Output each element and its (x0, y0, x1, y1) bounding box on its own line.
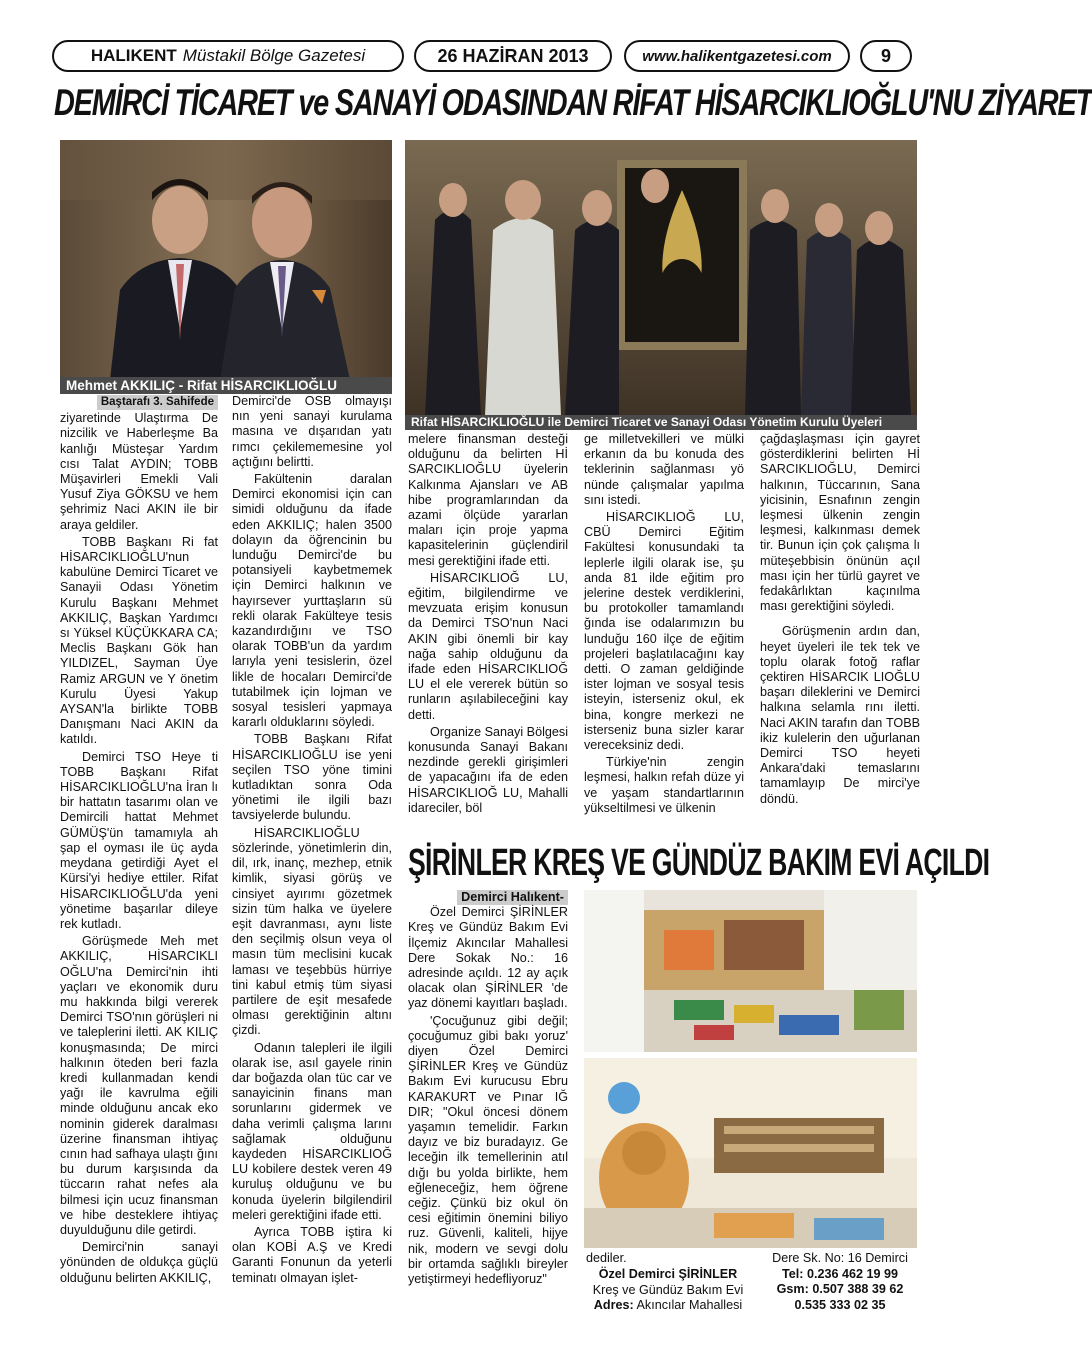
article1-column-3 (408, 432, 568, 818)
paragraph: HİSARCIKLIOĞ LU, eğitim, bilgilendirme ve mevzuata erişim konusun da Demirci TSO'nun Naci AKIN gibi önemli bir kay nağa sahip olduğunu da ifade eden HİSARCIKLIOĞ LU el ele vererek bütün so runların aşılabileceğini kay detti. (408, 570, 568, 722)
paper-name: HALIKENT (90, 46, 177, 65)
paragraph: Görüşmenin ardın dan, heyet üyeleri ile tek tek ve toplu olarak fotoğ raflar çektiren HİSARCIK LIOĞLU başarı dileklerini ve Demirci halkına selamla rını iletti. Naci AKIN tarafın dan TOBB ikiz kulelerin den uğurlanan Demirci TSO heyeti Ankara'daki temaslarını tamamlayıp De mirci'ye döndü. (760, 624, 920, 806)
photo1-caption: Mehmet AKKILIÇ - Rifat HİSARCIKLIOĞLU (60, 377, 392, 394)
paragraph: TOBB Başkanı Ri fat HİSARCIKLIOĞLU'nun kabulüne Demirci Ticaret ve Sanayii Odası Yönetim Kurulu Başkanı Mehmet AKKILIÇ, Başkan Yardımcı sı Yüksel KÜÇÜKKARA CA; Meclis Başkanı Gök han YILDIZEL, Sayman Üye Ramiz ARGUN ve Y önetim Kurulu Üyesi Yakup AYSAN'la birlikte TOBB Danışmanı Naci AKIN da katıldı. (60, 534, 218, 747)
byline: Demirci Halıkent- (457, 890, 568, 905)
article1-column-2 (232, 394, 392, 1288)
paragraph: Demirci TSO Heye ti TOBB Başkanı Rifat HİSARCIKLIOĞLU'na İran lı bir hattatın tasarımı olan ve Demircili hattat Mehmet GÜMÜŞ'ün tamamıyla ah şap el oyması ile üç ayda meydana getirdiği Ayet el Kürsi'yi hediye ettiler. Rifat HİSARCIKLIOĞLU'da yeni yönetime başarılar dileye rek kutladı. (60, 749, 218, 931)
paragraph: Organize Sanayi Bölgesi konusunda Sanayi Bakanı nezdinde gerekli girişimleri de yapacağını ifa de eden HİSARCIKLIOĞ LU, Mahalli idareciler, böl (408, 724, 568, 815)
nursery-name: Özel Demirci ŞİRİNLER (598, 1267, 738, 1281)
article1-column-4 (584, 432, 744, 818)
paragraph: melere finansman desteği olduğunu da belirten Hİ SARCIKLIOĞLU üyelerin Kalkınma Ajansları ve AB hibe programlarından da azami ölçüde yararlan maları için proje yapma kapasitelerinin güçlendiril mesi gerektiğini ifade etti. (408, 432, 568, 568)
photo-nursery-classroom (584, 1058, 917, 1248)
nursery-contact-left (578, 1267, 758, 1314)
address-value: Akıncılar Mahallesi (636, 1298, 743, 1312)
paragraph: Ayrıca TOBB iştira ki olan KOBİ A.Ş ve Kredi Garanti Fonunun da yeterli teminatı olmayan işlet- (232, 1224, 392, 1285)
website-url[interactable]: www.halikentgazetesi.com (624, 40, 850, 72)
paragraph: ziyaretinde Ulaştırma De nizcilik ve Haberleşme Ba kanlığı Müsteşar Yardım cısı Talat AYDIN; TOBB Müşavirleri Emekli Vali Yusuf Ziya GÖKSU ve hem şehrimiz Naci AKIN ile bir araya geldiler. (60, 411, 218, 532)
paragraph: HİSARCIKLIOĞLU sözlerinde, yönetimlerin din, dil, ırk, inanç, mezhep, etnik kimlik, siyasi görüş ve cinsiyet ayırımı gözetmek sizin tüm halka ve üyelere eşit davranması, aynı liste den seçilmiş olsun veya ol masın tüm meclisini kucak laması ve teşebbüs hürriye tini kabul etmiş tüm siyasi partilere de eşit mesafede olması gerektiğinin altını çizdi. (232, 825, 392, 1038)
photo2-caption: Rifat HİSARCIKLIOĞLU ile Demirci Ticaret ve Sanayi Odası Yönetim Kurulu Üyeleri (405, 415, 917, 430)
paragraph: Demirci'nin sanayi yönünden de oldukça güçlü olduğunu belirten AKKILIÇ, (60, 1240, 218, 1285)
phone-number: Tel: 0.236 462 19 99 (782, 1266, 898, 1281)
photo-akkilic-hisarciklioglu (60, 140, 392, 380)
paragraph: Demirci'de OSB olmayışı nın yeni sanayi kurulama masına ve dışarıdan yatı rımcı çekilememesine yol açtığını belirtti. (232, 394, 392, 469)
paragraph: Fakültenin daralan Demirci ekonomisi için can simidi olduğunu da ifade eden AKKILIÇ; halen 3500 dolayın da öğrencinin bu lunduğu Demirci'de bu potansiyeli kaybetmemek için Demirci halkının ve hayırsever yurttaşların sü rekli olarak Fakülteye tesis kazandırdığını ve TSO olarak TOBB'un da yardım larıyla yeni tesislerin, özel likle de hocaları Demirci'de tutabilmek için lojman ve sosyal tesisleri yapmaya kararlı olduklarını söyledi. (232, 472, 392, 730)
gsm-number: Gsm: 0.507 388 39 62 (776, 1282, 904, 1296)
paragraph: çağdaşlaşması için gayret gösterdiklerini belirten Hİ SARCIKLIOĞLU, Demirci halkının, Tüccarının, Sana yicisinin, Esnafının zengin leşmesi ülkenin zengin leşmesi, kalkınması demek tir. Bunun için çok çalışma lı müteşebbisin önünün açıl ması için her türlü gayret ve fedakârlıktan kaçınılma ması gerektiğini söyledi. (760, 432, 920, 614)
page-number: 9 (860, 40, 912, 72)
paragraph: Görüşmede Meh met AKKILIÇ, HİSARCIKLI OĞLU'na Demirci'nin ihti yaçları ve ekonomik duru mu hakkında bilgi vererek Demirci TSO'nın görüşleri ni ve taleplerini iletti. AK KILIÇ konuşmasında; De mirci halkının öteden beri fazla kredi kullanmadan kendi yağı ile kavrulma eğili minde olduğunu ancak eko nominin giderek daralması üzerine finansman ihtiyaç cının had safhaya ulaştı ğını bu durum karşısında da tüccarın rahat nefes ala bilmesi için ucuz finansman ve hibe desteklere ihtiyaç duyulduğunu dile getirdi. (60, 934, 218, 1237)
nursery-type: Kreş ve Gündüz Bakım Evi (592, 1282, 744, 1297)
paper-subtitle: Müstakil Bölge Gazetesi (182, 46, 366, 65)
paragraph: ge milletvekilleri ve mülki erkanın da bu konuda des teklerinin sağlanması yö nünde çalışmalar yapılma sını istedi. (584, 432, 744, 507)
article2-headline: ŞİRİNLER KREŞ VE GÜNDÜZ BAKIM EVİ AÇILDI (408, 842, 990, 884)
article2-column-1 (408, 890, 568, 1289)
main-headline: DEMİRCİ TİCARET ve SANAYİ ODASINDAN RİFAT HİSARCIKLIOĞLU'NU ZİYARET (54, 82, 1092, 123)
photo-tso-board-members (405, 140, 917, 416)
article2-after-photo (586, 1251, 736, 1268)
street-address: Dere Sk. No: 16 Demirci (772, 1251, 908, 1265)
issue-date: 26 HAZİRAN 2013 (414, 40, 612, 72)
paragraph: 'Çocuğunuz gibi değil; çocuğumuz gibi bakı yoruz' diyen Özel Demirci ŞİRİNLER Kreş ve Gündüz Bakım Evi kurucusu Ebru KARAKURT ve Pınar IĞ DIR; "Okul öncesi dönem yaşamın temelidir. Farkın dayız ve biz buradayız. Ge leceğin ilk temellerinin atıl dığı bu yolda birlikte, hem eğleneceğiz, hem öğrene ceğiz. Çünkü biz okul ön cesi eğitimin önemini biliyo ruz. Güvenli, kaliteli, hijye nik, modern ve sevgi dolu bir ortamda sağlıklı bireyler yetiştirmeyi hedefliyoruz" (408, 1013, 568, 1287)
continued-tag: Baştarafı 3. Sahifede (97, 395, 218, 410)
paper-masthead (52, 40, 404, 72)
paragraph: dediler. (586, 1251, 627, 1265)
paragraph: HİSARCIKLIOĞ LU, CBÜ Demirci Eğitim Fakültesi konusundaki ta leplerle ilgili olarak ise, şu anda 81 ilde eğitim pro jelerine destek verdiklerini, bu protokoller tamamlandı ğında ise odalarımızın bu lunduğu 160 ilçe de eğitim projeleri başlatılacağını kay detti. O zaman geldiğinde ister lojman ve sosyal tesis isteyin, isterseniz okul, ek bina, kongre merkezi ne isterseniz buna sizler karar vereceksiniz dedi. (584, 510, 744, 753)
paragraph: Türkiye'nin zengin leşmesi, halkın refah düze yi ve yaşam standartlarının yükseltilmesi ve ülkenin (584, 755, 744, 815)
article1-column-1 (60, 394, 218, 1288)
nursery-contact-right (760, 1251, 920, 1313)
address-label: Adres: (593, 1298, 634, 1312)
paragraph: Özel Demirci ŞİRİNLER Kreş ve Gündüz Bakım Evi İlçemiz Akıncılar Mahallesi Dere Sokak No.: 16 adresinde açıldı. 12 ay açık olacak olan ŞİRİNLER 'de yaz dönemi kayıtları başladı. (408, 905, 568, 1011)
paragraph: Odanın talepleri ile ilgili olarak ise, asıl gayele rinin dar boğazda olan tüc car ve sanayicinin finans man sorunlarını gidermek ve daha verimli çalışma larını sağlamak olduğunu kaydeden HİSARCIKLIOĞ LU kobilere destek veren 49 kuruluş olduğunu ve bu konuda üyelerin bilgilendiril meleri gerektiğini ifade etti. (232, 1040, 392, 1222)
paragraph: TOBB Başkanı Rifat HİSARCIKLIOĞLU ise yeni seçilen TSO yöne timini kutladıktan sonra Oda yönetimi ile ilgili bazı tavsiyelerde bulundu. (232, 732, 392, 823)
article1-column-5 (760, 432, 920, 809)
gsm-number-2: 0.535 333 02 35 (794, 1297, 886, 1312)
photo-nursery-playroom (584, 890, 917, 1052)
